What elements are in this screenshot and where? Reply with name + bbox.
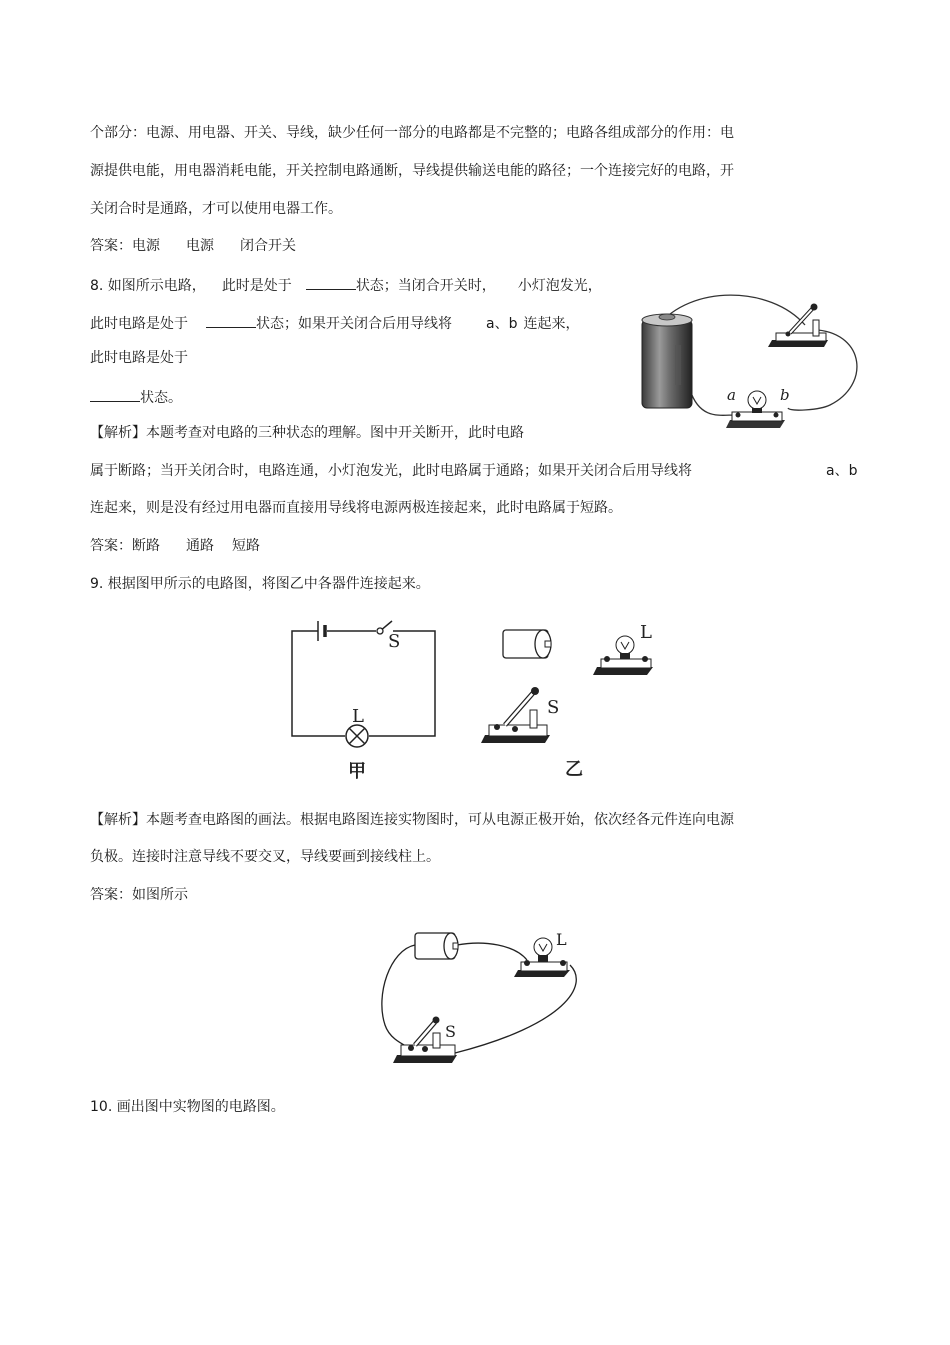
switch-pivot-icon [377, 628, 383, 634]
figure-caption-yi: 乙 [565, 759, 583, 780]
q8-text: 小灯泡发光， [517, 278, 602, 294]
analysis-8-line-3: 连起来，则是没有经过用电器而直接用导线将电源两极连接起来，此时电路属于短路。 [90, 500, 622, 516]
q8-circuit-figure [630, 290, 870, 440]
components-figure-yi [475, 615, 675, 785]
answer-prefix: 答案： [90, 238, 132, 254]
answer-blank [306, 275, 356, 290]
lamp-label: L [640, 622, 652, 643]
intro-line-2: 源提供电能，用电器消耗电能，开关控制电路通断，导线提供输送电能的路径；一个连接完好的电路，开 [90, 163, 734, 179]
q8-text: 连起来， [523, 316, 580, 332]
figure-caption-jia: 甲 [348, 761, 366, 782]
question-8-line-3: 此时电路是处于 [90, 350, 188, 366]
lamp-label: L [556, 930, 567, 949]
switch-icon [768, 304, 828, 348]
answer-9: 答案：如图所示 [90, 887, 188, 903]
analysis-8-line-1: 【解析】本题考查对电路的三种状态的理解。图中开关断开，此时电路 [90, 425, 524, 441]
answer-8 [90, 537, 260, 555]
q8-text: a、b [486, 316, 518, 332]
q8-text: 状态；如果开关闭合后用导线将 [256, 316, 452, 332]
answer-item: 短路 [232, 538, 260, 554]
answer-item: 电源 [186, 238, 214, 254]
switch-label: S [388, 631, 401, 652]
q8-text: 8. 如图所示电路， [90, 278, 206, 294]
battery-icon [415, 933, 458, 959]
analysis-9-line-1: 【解析】本题考查电路图的画法。根据电路图连接实物图时，可从电源正极开始，依次经各元件连向电源 [90, 812, 734, 828]
q8-text: 状态；当闭合开关时， [355, 278, 496, 294]
answer-prefix: 答案： [90, 538, 132, 554]
terminal-label-b: b [780, 386, 790, 404]
question-9-title: 9. 根据图甲所示的电路图，将图乙中各器件连接起来。 [90, 576, 430, 592]
question-8-line-1 [90, 275, 602, 295]
battery-icon [642, 314, 692, 408]
lamp-label: L [352, 706, 364, 727]
intro-line-3: 关闭合时是通路，才可以使用电器工作。 [90, 201, 342, 217]
question-8-line-4 [90, 387, 182, 407]
answer-item: 断路 [132, 538, 160, 554]
answer-7 [90, 237, 296, 255]
question-8-line-2 [90, 313, 579, 333]
analysis-8-line-2: 属于断路；当开关闭合时，电路连通，小灯泡发光，此时电路属于通路；如果开关闭合后用导线将 [90, 463, 692, 479]
question-10-title: 10. 画出图中实物图的电路图。 [90, 1099, 285, 1115]
answer-blank [206, 313, 256, 328]
lamp-symbol-icon [346, 725, 368, 747]
q8-text: 此时是处于 [221, 278, 292, 294]
answer-item: 通路 [186, 538, 214, 554]
answer-item: 闭合开关 [240, 238, 296, 254]
q8-text: 此时电路是处于 [90, 316, 188, 332]
terminal-label-a: a [727, 386, 736, 404]
answer-blank [90, 387, 140, 402]
switch-icon [481, 687, 550, 743]
analysis-8-ab: a、b [826, 463, 858, 479]
switch-label: S [445, 1022, 456, 1041]
intro-line-1: 个部分：电源、用电器、开关、导线，缺少任何一部分的电路都是不完整的；电路各组成部分的作用：电 [90, 125, 734, 141]
switch-label: S [547, 697, 560, 718]
answer-9-circuit-figure [375, 925, 595, 1070]
q8-text: 状态。 [140, 390, 182, 406]
analysis-9-line-2: 负极。连接时注意导线不要交叉，导线要画到接线柱上。 [90, 849, 440, 865]
schematic-figure-jia [280, 615, 450, 785]
battery-icon [503, 630, 551, 658]
answer-item: 电源 [132, 238, 160, 254]
